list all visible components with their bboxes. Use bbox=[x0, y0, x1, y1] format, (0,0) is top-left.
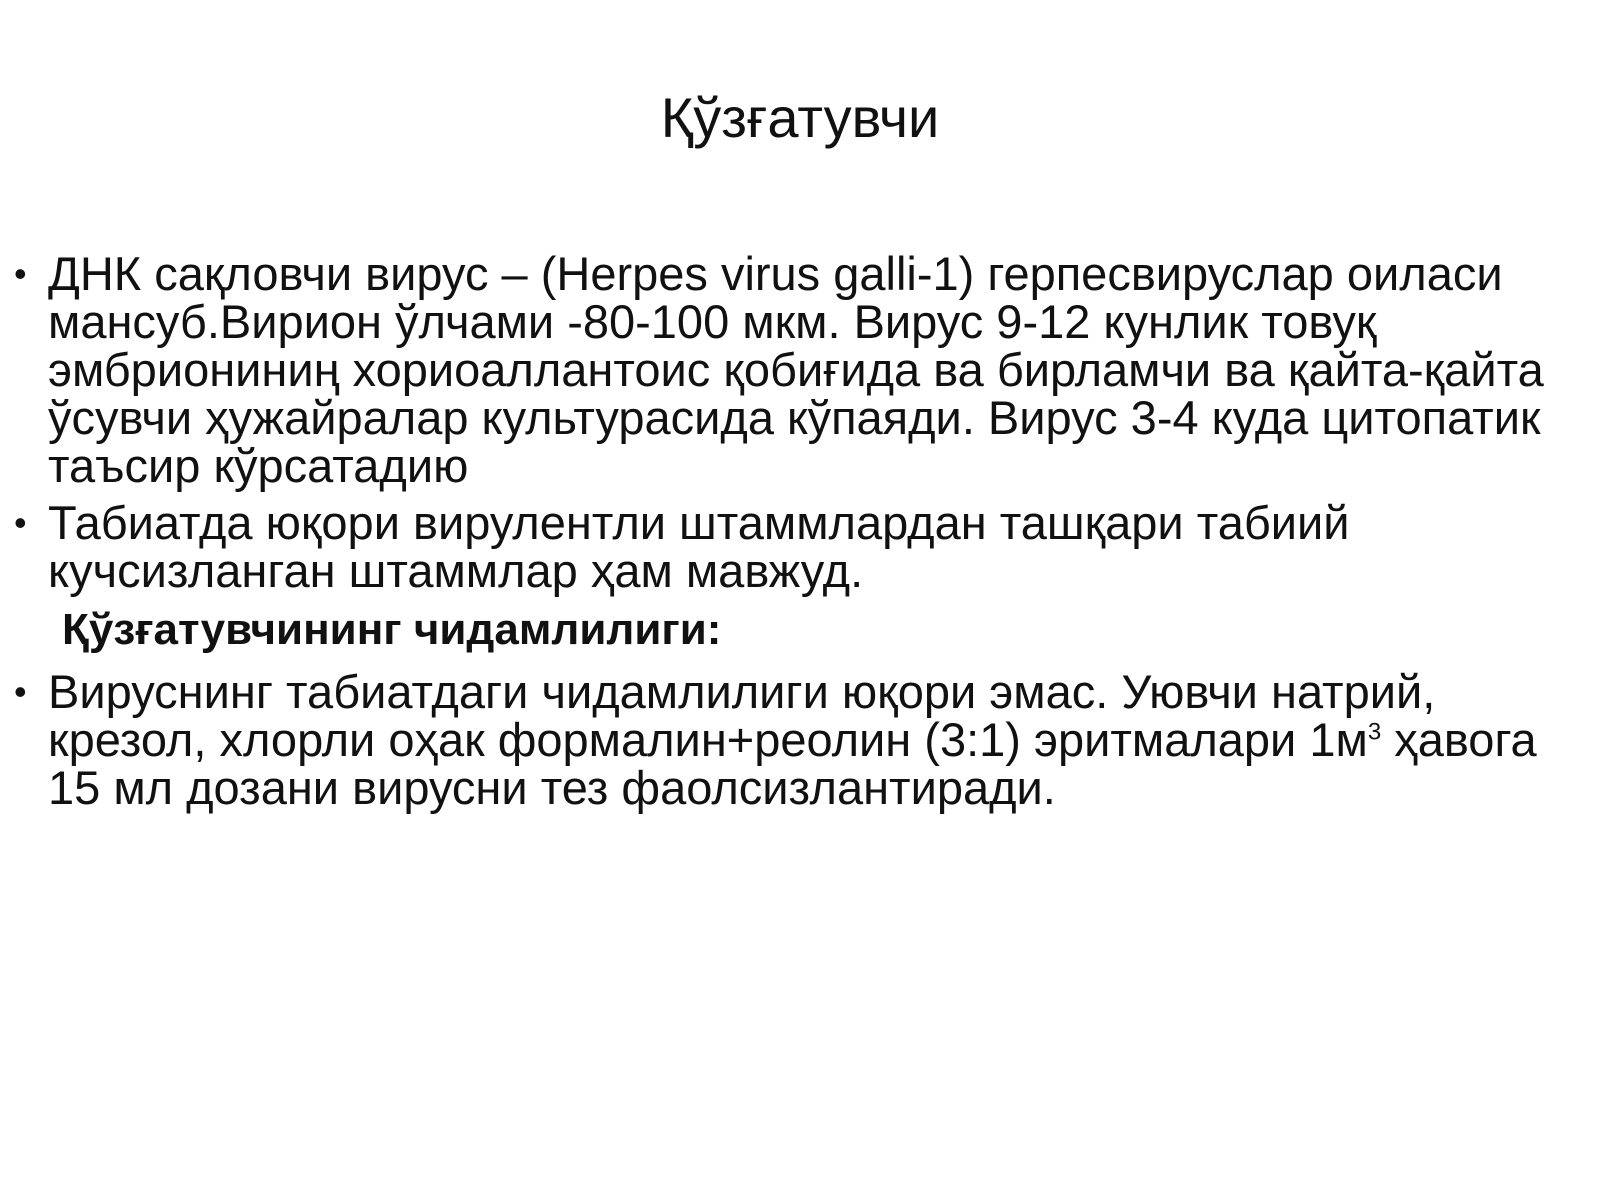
bullet-text: ДНК сақловчи вирус – (Herpes virus galli-1) герпесвируслар оиласи мансуб.Вирион ўлчами -80-100 мкм. Вирус 9-12 кунлик товуқ эмбриониниң хориоаллантоис қобиғида ва бирламчи ва қайта-қайта ўсувчи ҳужайралар культурасида кўпаяди. Вирус 3-4 куда цитопатик таъсир кўрсатадию bbox=[48, 247, 1544, 492]
section-subheading: Қўзғатувчининг чидамлилиги: bbox=[62, 605, 722, 654]
bullet-item-strains bbox=[14, 496, 1584, 597]
bullet-text-part: Вируснинг табиатдаги чидамлилиги юқори эмас. Уювчи натрий, крезол, хлорли оҳак формалин+реолин (3:1) эритмалари 1м bbox=[48, 665, 1436, 766]
bullet-text bbox=[48, 665, 1537, 814]
bullet-icon: • bbox=[14, 671, 27, 712]
bullet-text: Табиатда юқори вирулентли штаммлардан ташқари табиий кучсизланган штаммлар ҳам мавжуд. bbox=[48, 496, 1350, 597]
superscript-exponent: 3 bbox=[1367, 718, 1382, 746]
bullet-item-description bbox=[14, 247, 1584, 492]
bullet-text-part: ҳавога 15 мл дозани вирусни тез фаолсизлантиради. bbox=[48, 713, 1537, 814]
bullet-icon: • bbox=[14, 253, 27, 294]
slide-body bbox=[14, 247, 1584, 821]
bullet-item-resistance bbox=[14, 665, 1584, 814]
slide-title: Қўзғатувчи bbox=[660, 86, 940, 149]
bullet-icon: • bbox=[14, 502, 27, 543]
